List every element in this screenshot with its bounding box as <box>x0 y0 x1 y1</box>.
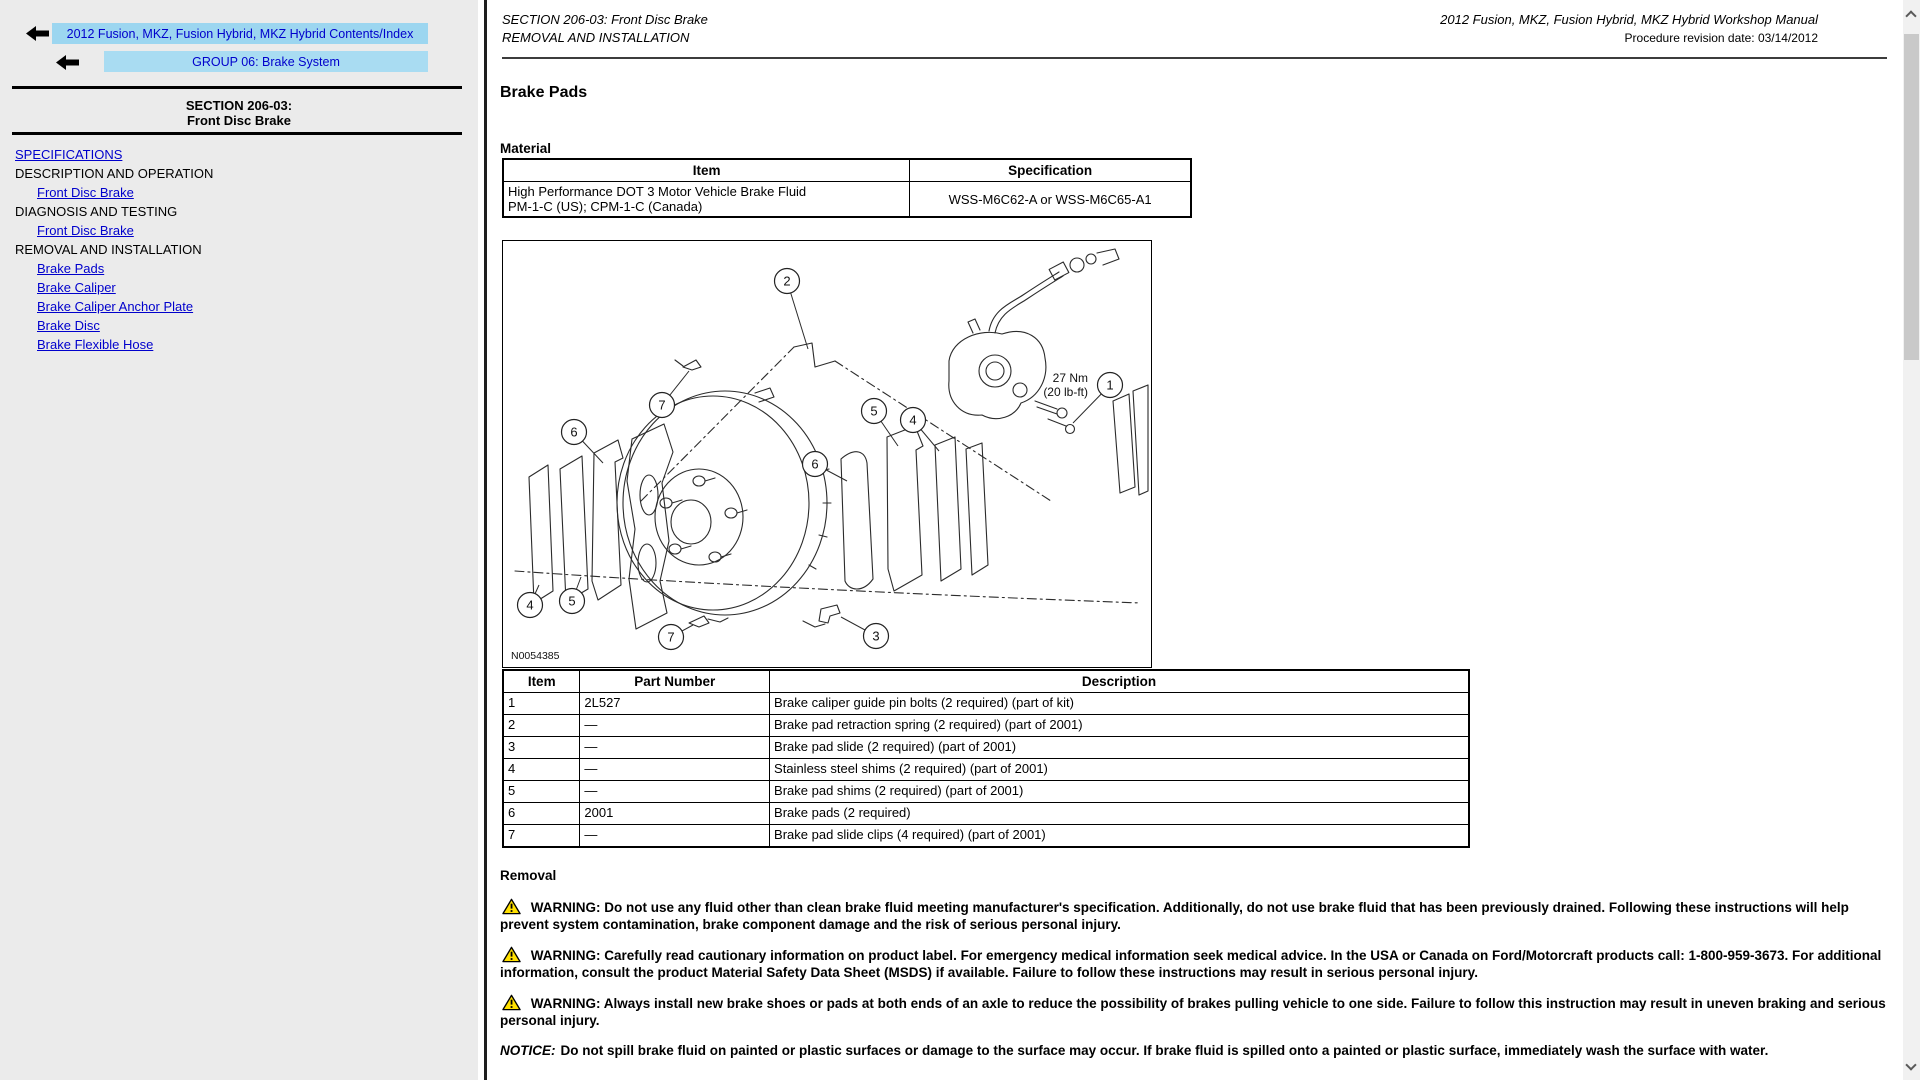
callout-balloon-7 <box>650 393 675 418</box>
table-cell: 6 <box>503 803 580 825</box>
scrollbar-thumb[interactable] <box>1904 34 1919 360</box>
table-cell: Brake pads (2 required) <box>770 803 1469 825</box>
table-cell: 3 <box>503 737 580 759</box>
warning-icon <box>502 946 521 963</box>
callout-balloon-4 <box>518 593 543 618</box>
svg-text:6: 6 <box>811 456 819 472</box>
table-row <box>503 693 1469 715</box>
table-cell: — <box>580 715 770 737</box>
sidebar-nav-row <box>15 278 455 297</box>
svg-text:1: 1 <box>1106 377 1114 393</box>
svg-text:7: 7 <box>658 397 666 413</box>
table-cell: WSS-M6C62-A or WSS-M6C65-A1 <box>910 182 1191 218</box>
sidebar-section-line2: Front Disc Brake <box>186 113 292 128</box>
group-brake-system-link[interactable]: GROUP 06: Brake System <box>104 51 428 72</box>
sidebar-heading: DESCRIPTION AND OPERATION <box>15 166 214 181</box>
notice-label: NOTICE: <box>500 1043 556 1058</box>
exploded-view-figure <box>502 240 1152 668</box>
page-title: Brake Pads <box>500 84 588 101</box>
table-row <box>503 759 1469 781</box>
sidebar-link-front-disc-brake[interactable]: Front Disc Brake <box>37 185 134 200</box>
callout-balloon-6 <box>562 420 587 445</box>
torque-value: 27 Nm <box>1052 371 1088 385</box>
svg-text:7: 7 <box>667 629 675 645</box>
callout-balloon-5 <box>560 589 585 614</box>
callout-balloon-2 <box>775 269 800 294</box>
back-arrow-icon[interactable] <box>56 55 79 70</box>
table-cell: 2L527 <box>580 693 770 715</box>
warning-paragraph <box>500 946 1890 981</box>
table-cell: — <box>580 759 770 781</box>
sidebar-section-line1: SECTION 206-03: <box>185 98 293 113</box>
svg-text:3: 3 <box>872 628 880 644</box>
torque-unit: (20 lb-ft) <box>1043 385 1088 399</box>
sidebar-nav-row <box>15 221 455 240</box>
table-cell: 4 <box>503 759 580 781</box>
contents-index-link[interactable]: 2012 Fusion, MKZ, Fusion Hybrid, MKZ Hybrid Contents/Index <box>52 23 428 44</box>
figure-svg <box>503 241 1151 667</box>
sidebar-section-title <box>0 98 478 128</box>
callout-balloon-7 <box>659 625 684 650</box>
sidebar-nav-row <box>15 335 455 354</box>
warning-paragraph <box>500 994 1890 1029</box>
table-cell: Stainless steel shims (2 required) (part of 2001) <box>770 759 1469 781</box>
table-header-row <box>503 159 1191 182</box>
sidebar-link-brake-caliper-anchor-plate[interactable]: Brake Caliper Anchor Plate <box>37 299 194 314</box>
sidebar-nav <box>15 145 455 354</box>
vertical-scrollbar[interactable] <box>1903 0 1920 1080</box>
callout-balloon-6 <box>803 452 828 477</box>
material-heading: Material <box>500 141 552 156</box>
sidebar-link-brake-flexible-hose[interactable]: Brake Flexible Hose <box>37 337 154 352</box>
header-section-line: SECTION 206-03: Front Disc Brake <box>502 12 708 27</box>
sidebar-divider <box>12 132 462 135</box>
svg-text:4: 4 <box>909 412 917 428</box>
sidebar-link-front-disc-brake[interactable]: Front Disc Brake <box>37 223 134 238</box>
table-cell: Brake pad shims (2 required) (part of 2001) <box>770 781 1469 803</box>
svg-text:4: 4 <box>526 597 534 613</box>
sidebar-nav-row <box>15 316 455 335</box>
table-cell: Brake caliper guide pin bolts (2 required) (part of kit) <box>770 693 1469 715</box>
warning-icon <box>502 898 521 915</box>
table-row <box>503 182 1191 218</box>
column-header: Item <box>503 159 910 182</box>
table-cell: Brake pad slide (2 required) (part of 2001) <box>770 737 1469 759</box>
column-header: Item <box>503 670 580 693</box>
warning-icon <box>502 994 521 1011</box>
column-header: Description <box>770 670 1469 693</box>
table-row <box>503 737 1469 759</box>
table-row <box>503 781 1469 803</box>
warning-text: WARNING: Carefully read cautionary information on product label. For emergency medical information seek medical advice. In the USA or Canada on Ford/Motorcraft products call: 1-800-959-3673. For additional information, consult the product Material Safety Data Sheet (MSDS) if available. Failure to follow these instructions may result in serious personal injury. <box>500 948 1882 980</box>
scroll-up-arrow[interactable] <box>1907 12 1916 21</box>
brake-assembly-drawing <box>515 249 1148 629</box>
callout-balloon-5 <box>862 399 887 424</box>
table-cell: — <box>580 781 770 803</box>
header-rule <box>502 57 1887 59</box>
sidebar-nav-row <box>15 183 455 202</box>
svg-text:2: 2 <box>783 273 791 289</box>
sidebar-link-specifications[interactable]: SPECIFICATIONS <box>15 147 123 162</box>
sidebar-heading: REMOVAL AND INSTALLATION <box>15 242 202 257</box>
sidebar-link-brake-pads[interactable]: Brake Pads <box>37 261 105 276</box>
header-revision-date: Procedure revision date: 03/14/2012 <box>1624 31 1818 45</box>
sidebar-divider <box>12 86 462 89</box>
table-cell: Brake pad retraction spring (2 required) (part of 2001) <box>770 715 1469 737</box>
page-header-left <box>502 11 708 47</box>
sidebar-link-brake-disc[interactable]: Brake Disc <box>37 318 100 333</box>
callout-balloons <box>518 269 1123 650</box>
column-header: Part Number <box>580 670 770 693</box>
header-manual-title: 2012 Fusion, MKZ, Fusion Hybrid, MKZ Hybrid Workshop Manual <box>1440 12 1818 27</box>
parts-table <box>502 669 1470 848</box>
table-header-row <box>503 670 1469 693</box>
sidebar-nav-row <box>15 297 455 316</box>
header-subsection-line: REMOVAL AND INSTALLATION <box>502 30 690 45</box>
table-cell: High Performance DOT 3 Motor Vehicle Brake Fluid PM-1-C (US); CPM-1-C (Canada) <box>503 182 910 218</box>
warning-text: WARNING: Do not use any fluid other than clean brake fluid meeting manufacturer's specification. Additionally, do not use brake fluid that has been previously drained. Following these instructions will help prevent system contamination, brake component damage and the risk of serious personal injury. <box>500 900 1849 932</box>
callout-balloon-4 <box>901 408 926 433</box>
table-cell: 2 <box>503 715 580 737</box>
scroll-down-arrow[interactable] <box>1907 1061 1916 1070</box>
table-cell: 2001 <box>580 803 770 825</box>
table-cell: Brake pad slide clips (4 required) (part of 2001) <box>770 825 1469 847</box>
chevron-down-icon <box>1905 1059 1916 1070</box>
warning-text: WARNING: Always install new brake shoes or pads at both ends of an axle to reduce the possibility of brakes pulling vehicle to one side. Failure to follow this instruction may result in uneven braking and serious personal injury. <box>500 996 1886 1028</box>
sidebar-link-brake-caliper[interactable]: Brake Caliper <box>37 280 116 295</box>
page-header-right <box>1440 11 1818 47</box>
table-cell: — <box>580 825 770 847</box>
table-cell: — <box>580 737 770 759</box>
svg-text:5: 5 <box>870 403 878 419</box>
material-table <box>502 158 1192 218</box>
sidebar-nav-row <box>15 259 455 278</box>
removal-heading: Removal <box>500 868 557 883</box>
warning-paragraph <box>500 898 1890 933</box>
chevron-up-icon <box>1905 10 1916 21</box>
table-cell: 7 <box>503 825 580 847</box>
warnings <box>500 898 1890 1059</box>
table-row <box>503 825 1469 847</box>
table-row <box>503 715 1469 737</box>
svg-text:5: 5 <box>568 593 576 609</box>
notice-paragraph <box>500 1042 1890 1059</box>
callout-balloon-3 <box>864 624 889 649</box>
callout-balloon-1 <box>1098 373 1123 398</box>
sidebar-nav-row <box>15 145 455 164</box>
table-cell: 5 <box>503 781 580 803</box>
sidebar-heading: DIAGNOSIS AND TESTING <box>15 204 178 219</box>
figure-id: N0054385 <box>511 650 560 662</box>
main-content <box>488 0 1903 1080</box>
sidebar <box>0 0 478 1080</box>
column-header: Specification <box>910 159 1191 182</box>
notice-text: Do not spill brake fluid on painted or plastic surfaces or damage to the surface may occur. If brake fluid is spilled onto a painted or plastic surface, immediately wash the surface with water. <box>560 1043 1769 1058</box>
svg-text:6: 6 <box>570 424 578 440</box>
back-arrow-icon[interactable] <box>26 26 49 41</box>
table-cell: 1 <box>503 693 580 715</box>
pane-divider <box>484 0 487 1080</box>
table-row <box>503 803 1469 825</box>
